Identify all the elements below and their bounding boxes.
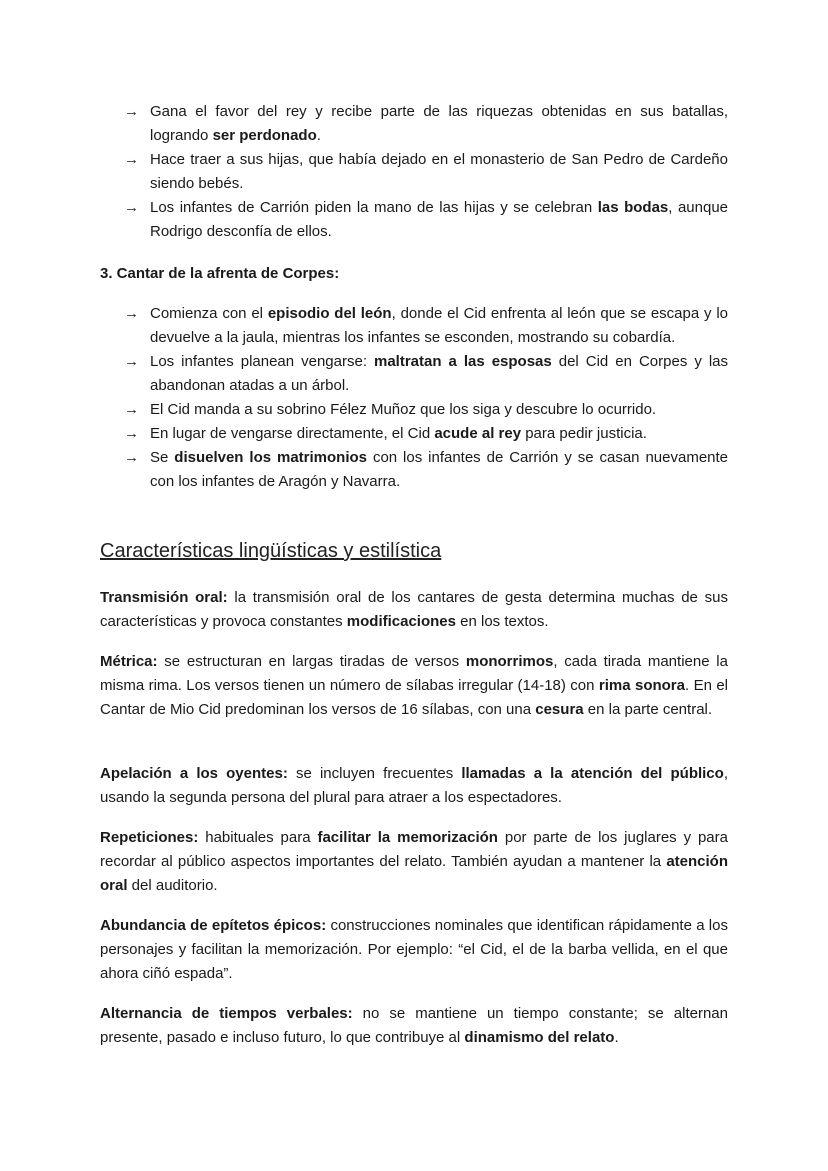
paragraph-epithets: Abundancia de epítetos épicos: construcciones nominales que identifican rápidamente a los personajes y facilitan la memorización. Por ejemplo: “el Cid, el de la barba vellida, en el que ahora ciñó espada”. bbox=[100, 917, 728, 982]
arrow-icon: → bbox=[124, 425, 139, 442]
list-item: → El Cid manda a su sobrino Félez Muñoz que los siga y descubre lo ocurrido. bbox=[124, 398, 728, 422]
arrow-icon: → bbox=[124, 103, 139, 120]
bullet-list-top bbox=[124, 100, 728, 244]
arrow-icon: → bbox=[124, 305, 139, 322]
arrow-icon: → bbox=[124, 449, 139, 466]
list-item: → Hace traer a sus hijas, que había dejado en el monasterio de San Pedro de Cardeño siendo bebés. bbox=[124, 148, 728, 196]
paragraph-repetitions: Repeticiones: habituales para facilitar la memorización por parte de los juglares y para recordar al público aspectos importantes del relato. También ayudan a mantener la atención oral del auditorio. bbox=[100, 829, 728, 894]
list-item: → Gana el favor del rey y recibe parte de las riquezas obtenidas en sus batallas, logrando ser perdonado. bbox=[124, 100, 728, 148]
section-title: Características lingüísticas y estilística bbox=[100, 540, 442, 562]
paragraph-metrics: Métrica: se estructuran en largas tiradas de versos monorrimos, cada tirada mantiene la misma rima. Los versos tienen un número de sílabas irregular (14-18) con rima sonora. En el Cantar de Mio Cid predominan los versos de 16 sílabas, con una cesura en la parte central. bbox=[100, 653, 728, 718]
list-item: → En lugar de vengarse directamente, el Cid acude al rey para pedir justicia. bbox=[124, 422, 728, 446]
list-item: → Los infantes de Carrión piden la mano de las hijas y se celebran las bodas, aunque Rodrigo desconfía de ellos. bbox=[124, 196, 728, 244]
paragraph-oral-transmission: Transmisión oral: la transmisión oral de los cantares de gesta determina muchas de sus características y provoca constantes modificaciones en los textos. bbox=[100, 589, 728, 630]
arrow-icon: → bbox=[124, 199, 139, 216]
paragraph-verb-tenses: Alternancia de tiempos verbales: no se mantiene un tiempo constante; se alternan presente, pasado e incluso futuro, lo que contribuye al dinamismo del relato. bbox=[100, 1005, 728, 1046]
arrow-icon: → bbox=[124, 151, 139, 168]
arrow-icon: → bbox=[124, 401, 139, 418]
list-item: → Los infantes planean vengarse: maltratan a las esposas del Cid en Corpes y las abandonan atadas a un árbol. bbox=[124, 350, 728, 398]
bullet-list-corpes bbox=[124, 302, 728, 494]
section-heading: 3. Cantar de la afrenta de Corpes: bbox=[100, 265, 340, 282]
list-item: → Se disuelven los matrimonios con los infantes de Carrión y se casan nuevamente con los infantes de Aragón y Navarra. bbox=[124, 446, 728, 494]
paragraph-audience-appeal: Apelación a los oyentes: se incluyen frecuentes llamadas a la atención del público, usando la segunda persona del plural para atraer a los espectadores. bbox=[100, 765, 728, 806]
list-item: → Comienza con el episodio del león, donde el Cid enfrenta al león que se escapa y lo devuelve a la jaula, mientras los infantes se esconden, mostrando su cobardía. bbox=[124, 302, 728, 350]
arrow-icon: → bbox=[124, 353, 139, 370]
